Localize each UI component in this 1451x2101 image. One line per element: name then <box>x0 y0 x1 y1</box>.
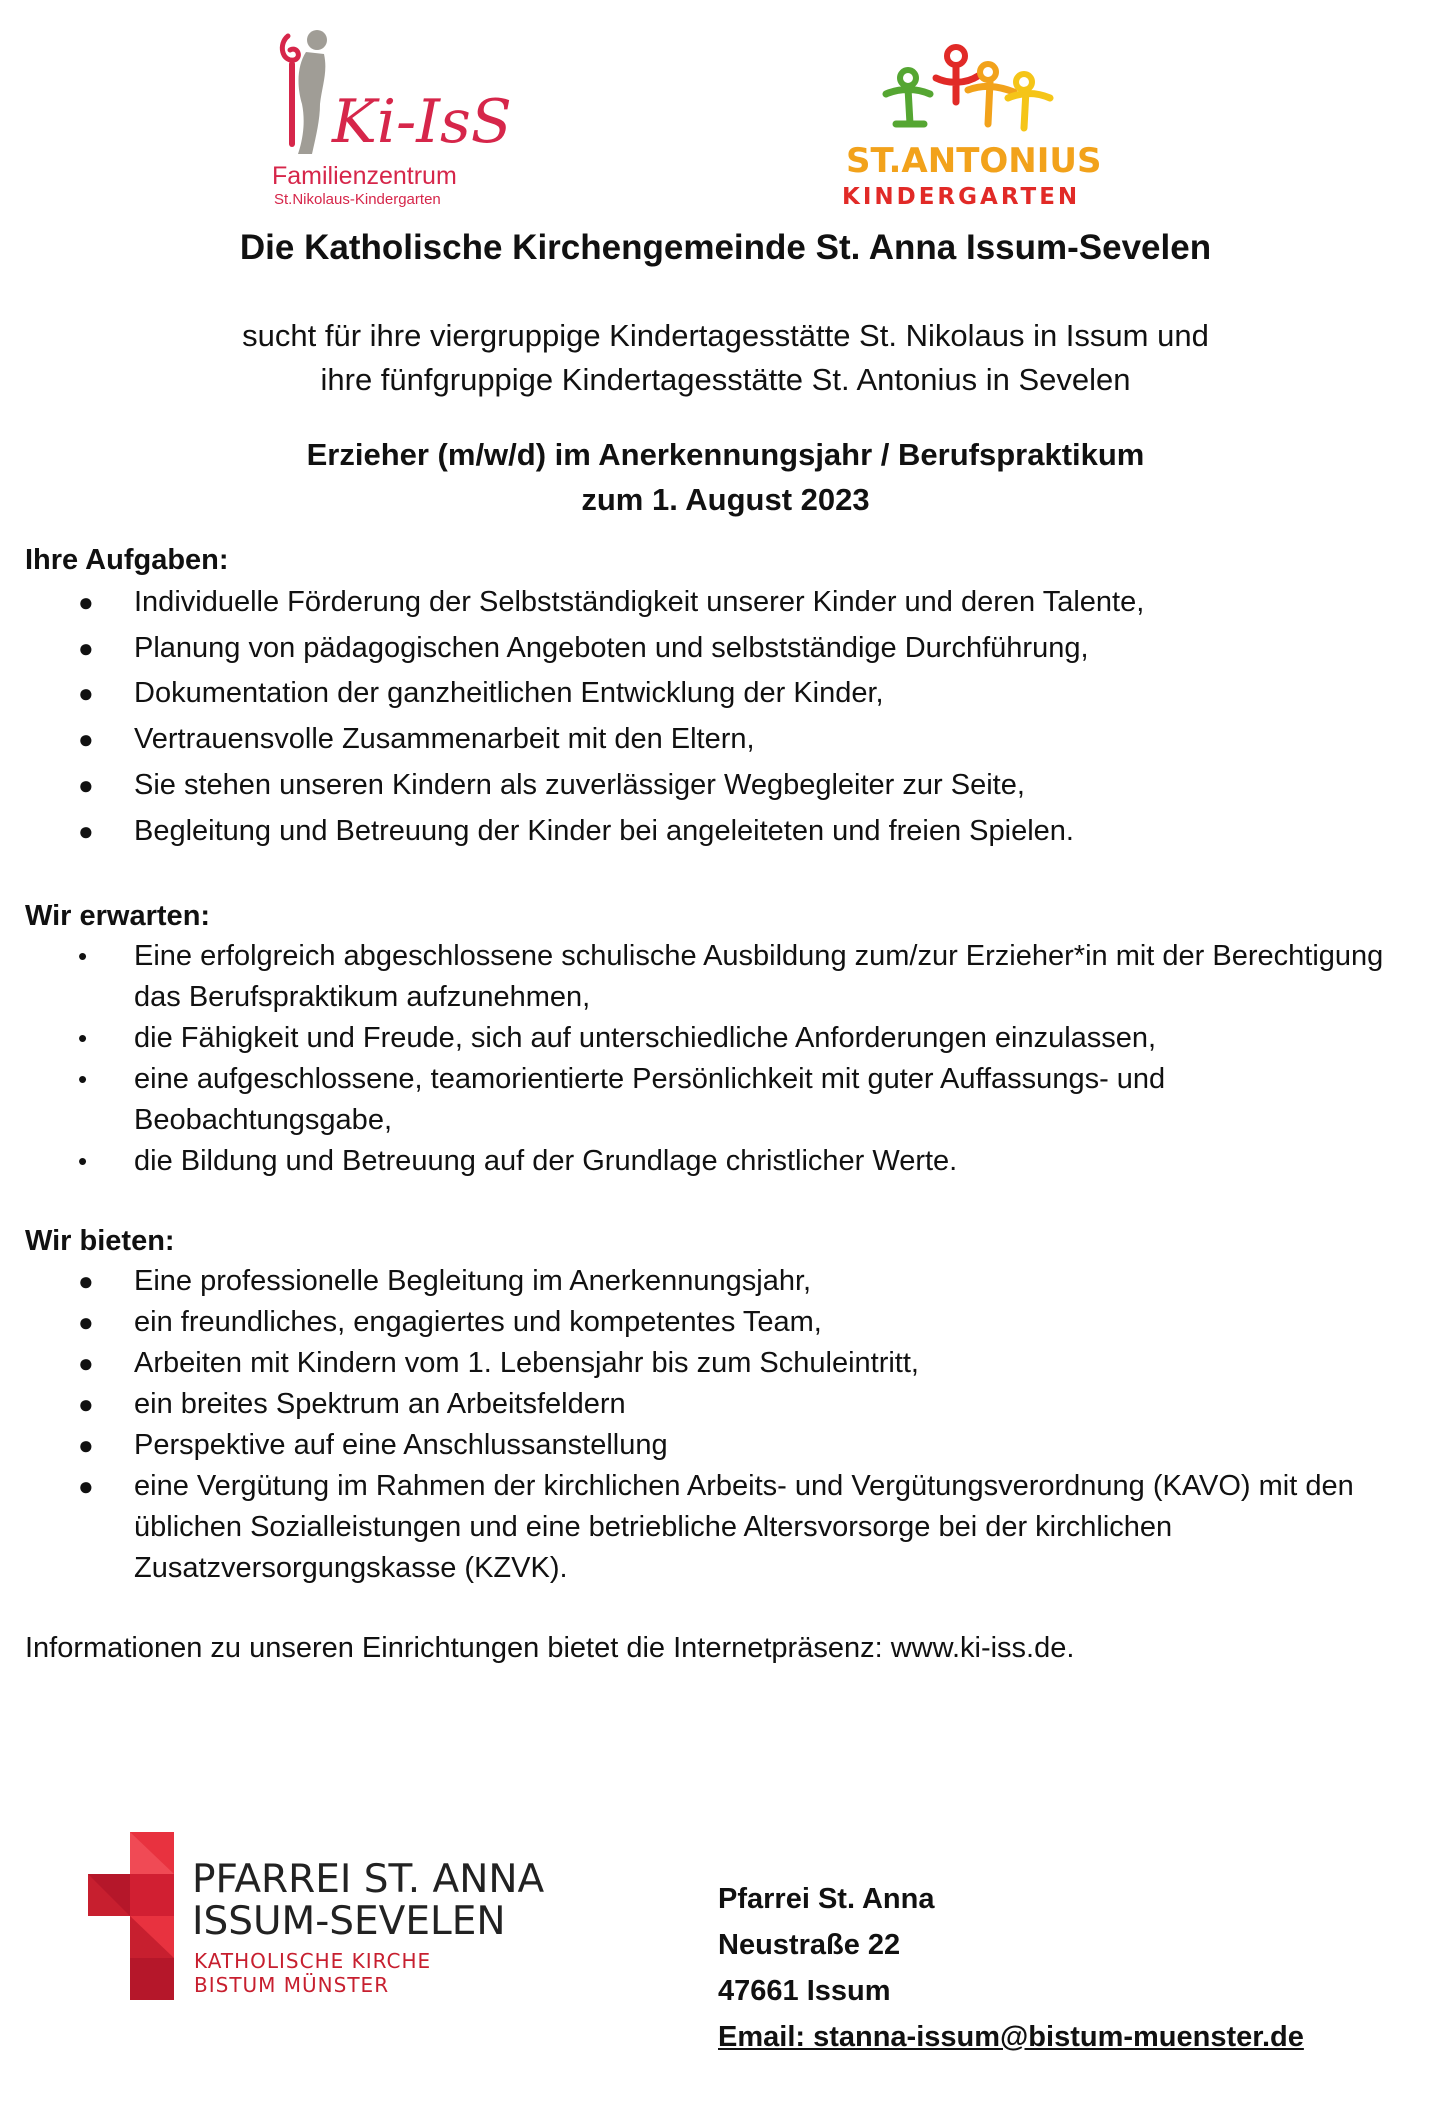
list-item-text: ein breites Spektrum an Arbeitsfeldern <box>134 1388 626 1420</box>
bullet-icon: ● <box>78 724 94 755</box>
section-heading-bieten: Wir bieten: <box>25 1225 175 1257</box>
section-aufgaben <box>25 540 1385 854</box>
list-item <box>25 1466 1385 1589</box>
list-item <box>25 1059 1385 1141</box>
list-item-text: Individuelle Förderung der Selbstständigkeit unserer Kinder und deren Talente, <box>134 586 1145 618</box>
intro-line-1: sucht für ihre viergruppige Kindertagesstätte St. Nikolaus in Issum und <box>242 318 1209 353</box>
list-item <box>25 1302 1385 1343</box>
list-item-text: Planung von pädagogischen Angeboten und selbstständige Durchführung, <box>134 631 1089 664</box>
logo-swirl <box>282 36 298 60</box>
erwarten-list <box>25 936 1385 1182</box>
logo-figure-body <box>298 52 325 154</box>
intro-text <box>0 314 1451 402</box>
contact-street: Neustraße 22 <box>718 1929 901 1961</box>
list-item-text: Vertrauensvolle Zusammenarbeit mit den Eltern, <box>134 723 755 756</box>
list-item-text: Arbeiten mit Kindern vom 1. Lebensjahr bis zum Schuleintritt, <box>134 1347 919 1379</box>
contact-email-link[interactable]: Email: stanna-issum@bistum-muenster.de <box>718 2021 1304 2053</box>
list-item-text: Begleitung und Betreuung der Kinder bei angeleiteten und freien Spielen. <box>134 814 1074 847</box>
bullet-icon: ● <box>78 1307 94 1337</box>
list-item-text: Sie stehen unseren Kindern als zuverlässiger Wegbegleiter zur Seite, <box>134 768 1025 801</box>
pfarrei-logo-line-3: KATHOLISCHE KIRCHE <box>194 1949 432 1973</box>
section-erwarten <box>25 896 1385 1182</box>
position-title <box>0 432 1451 522</box>
section-bieten <box>25 1221 1385 1589</box>
list-item <box>25 1384 1385 1425</box>
pfarrei-logo-line-1: PFARREI ST. ANNA <box>192 1857 545 1902</box>
kiiss-familienzentrum-logo <box>268 24 512 208</box>
logo-dancing-figures <box>886 47 1050 128</box>
bullet-icon: ● <box>78 1266 94 1296</box>
bullet-icon: ● <box>78 678 94 709</box>
aufgaben-list <box>25 580 1385 854</box>
logo-figure-head <box>307 30 327 50</box>
info-text: Informationen zu unseren Einrichtungen bietet die Internetpräsenz: www.ki-iss.de. <box>25 1632 1075 1664</box>
bullet-icon: ● <box>78 815 94 846</box>
list-item <box>25 1343 1385 1384</box>
list-item-text: die Bildung und Betreuung auf der Grundlage christlicher Werte. <box>134 1145 958 1177</box>
bieten-list <box>25 1261 1385 1589</box>
contact-name: Pfarrei St. Anna <box>718 1883 935 1915</box>
list-item <box>25 717 1385 763</box>
bullet-icon: ● <box>78 1348 94 1378</box>
bullet-icon: • <box>78 1023 88 1053</box>
position-line-1: Erzieher (m/w/d) im Anerkennungsjahr / Berufspraktikum <box>306 437 1145 472</box>
list-item-text: Perspektive auf eine Anschlussanstellung <box>134 1429 668 1461</box>
list-item <box>25 1018 1385 1059</box>
list-item-text: eine aufgeschlossene, teamorientierte Persönlichkeit mit guter Auffassungs- und Beobachtungsgabe, <box>134 1063 1166 1136</box>
list-item <box>25 763 1385 809</box>
list-item <box>25 1141 1385 1182</box>
list-item <box>25 671 1385 717</box>
antonius-line-name: ST.ANTONIUS <box>846 141 1102 181</box>
list-item-text: ein freundliches, engagiertes und kompetentes Team, <box>134 1306 822 1338</box>
bullet-icon: ● <box>78 632 94 663</box>
st-antonius-kindergarten-logo <box>838 42 1128 210</box>
organization-title: Die Katholische Kirchengemeinde St. Anna Issum-Sevelen <box>239 228 1212 267</box>
list-item <box>25 580 1385 626</box>
list-item <box>25 809 1385 855</box>
list-item-text: Eine professionelle Begleitung im Anerkennungsjahr, <box>134 1265 812 1297</box>
kiiss-line-kindergarten: St.Nikolaus-Kindergarten <box>274 191 441 208</box>
bullet-icon: ● <box>78 587 94 617</box>
list-item-text: Eine erfolgreich abgeschlossene schulische Ausbildung zum/zur Erzieher*in mit der Berechtigung das Berufspraktikum aufzunehmen, <box>134 940 1384 1013</box>
list-item <box>25 936 1385 1018</box>
list-item <box>25 1425 1385 1466</box>
pfarrei-logo-line-4: BISTUM MÜNSTER <box>194 1973 390 1997</box>
list-item <box>25 626 1385 672</box>
kiiss-wordmark: Ki-IsS <box>332 87 512 157</box>
bullet-icon: • <box>78 1064 88 1094</box>
list-item-text: die Fähigkeit und Freude, sich auf unterschiedliche Anforderungen einzulassen, <box>134 1022 1157 1054</box>
position-line-2: zum 1. August 2023 <box>581 482 870 517</box>
bullet-icon: • <box>78 1146 88 1176</box>
bullet-icon: • <box>78 941 88 971</box>
pfarrei-logo-line-2: ISSUM-SEVELEN <box>192 1899 506 1944</box>
contact-city: 47661 Issum <box>718 1975 891 2007</box>
bullet-icon: ● <box>78 1471 94 1501</box>
intro-line-2: ihre fünfgruppige Kindertagesstätte St. Antonius in Sevelen <box>320 362 1131 397</box>
list-item-text: eine Vergütung im Rahmen der kirchlichen Arbeits- und Vergütungsverordnung (KAVO) mit den üblichen Sozialleistungen und eine betriebliche Altersvorsorge bei der kirchlichen Zusatzversorgungskasse (KZVK). <box>134 1470 1354 1584</box>
bullet-icon: ● <box>78 1389 94 1419</box>
pfarrei-st-anna-logo <box>88 1832 558 2004</box>
antonius-line-kindergarten: KINDERGARTEN <box>842 184 1081 210</box>
kiiss-line-familienzentrum: Familienzentrum <box>272 162 457 190</box>
list-item <box>25 1261 1385 1302</box>
bullet-icon: ● <box>78 769 94 800</box>
logo-cross-icon <box>88 1832 174 2000</box>
contact-address <box>718 1876 1304 2060</box>
bullet-icon: ● <box>78 1430 94 1460</box>
list-item-text: Dokumentation der ganzheitlichen Entwicklung der Kinder, <box>134 677 884 710</box>
section-heading-aufgaben: Ihre Aufgaben: <box>25 544 229 576</box>
section-heading-erwarten: Wir erwarten: <box>25 900 211 932</box>
